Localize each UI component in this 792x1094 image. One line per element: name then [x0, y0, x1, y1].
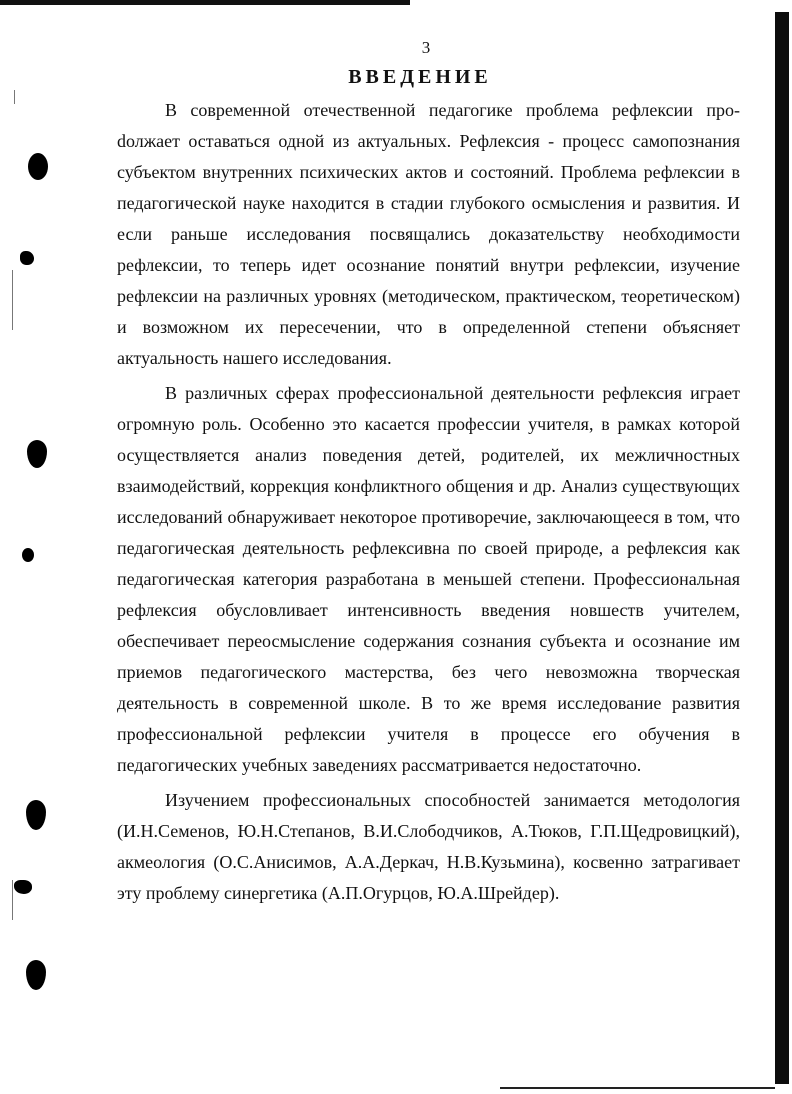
binder-hole [26, 800, 46, 830]
binder-hole [28, 153, 48, 180]
scan-left-edge-mark [12, 880, 13, 920]
scan-bottom-edge-line [500, 1087, 775, 1089]
scan-left-edge-mark [12, 270, 13, 330]
paragraph: В различных сферах профессиональной деятельности рефлексия играет огромную роль. Особенно это касается профессии учителя, в рамках которой осуществляется анализ поведения детей, родителей, их межличностных взаимодействий, коррекция конфликтного общения и др. Анализ существующих исследований обнаруживает некоторое противоречие, заключающееся в том, что педагогическая деятельность рефлексивна по своей природе, а рефлексия как педагогическая категория разработана в меньшей степени. Профессиональная рефлексия обусловливает интенсивность введения новшеств учителем, обеспечивает переосмысление содержания сознания субъекта и осознание им приемов педагогического мастерства, без чего невозможна творческая деятельность в современной школе. В то же время исследование развития профессиональной рефлексии учителя в процессе его обучения в педагогических учебных заведениях рассматривается недостаточно. [117, 383, 740, 775]
scan-top-edge-line [0, 0, 410, 5]
section-title: ВВЕДЕНИЕ [348, 66, 492, 88]
scan-smudge [14, 880, 32, 894]
scan-smudge [20, 251, 34, 265]
scan-smudge [22, 548, 34, 562]
binder-hole [27, 440, 47, 468]
body-text [117, 95, 740, 913]
paragraph: Изучением профессиональных способностей занимается методология (И.Н.Семенов, Ю.Н.Степанов, В.И.Слободчиков, А.Тюков, Г.П.Щедровицкий), акмеология (О.С.Анисимов, А.А.Деркач, Н.В.Кузьмина), косвенно затрагивает эту проблему синергетика (А.П.Огурцов, Ю.А.Шрейдер). [117, 790, 740, 903]
binder-hole [26, 960, 46, 990]
scan-right-edge-bar [775, 12, 789, 1084]
scan-left-edge-mark [14, 90, 15, 104]
page-number: 3 [421, 38, 431, 57]
paragraph: В современной отечественной педагогике проблема рефлексии проdолжает оставаться одной из актуальных. Рефлексия - процесс самопознания субъектом внутренних психических актов и состояний. Проблема рефлексии в педагогической науке находится в стадии глубокого осмысления и развития. И если раньше исследования посвящались доказательству необходимости рефлексии, то теперь идет осознание понятий внутри рефлексии, изучение рефлексии на различных уровнях (методическом, практическом, теоретическом) и возможном их пересечении, что в определенной степени объясняет актуальность нашего исследования. [117, 100, 740, 368]
